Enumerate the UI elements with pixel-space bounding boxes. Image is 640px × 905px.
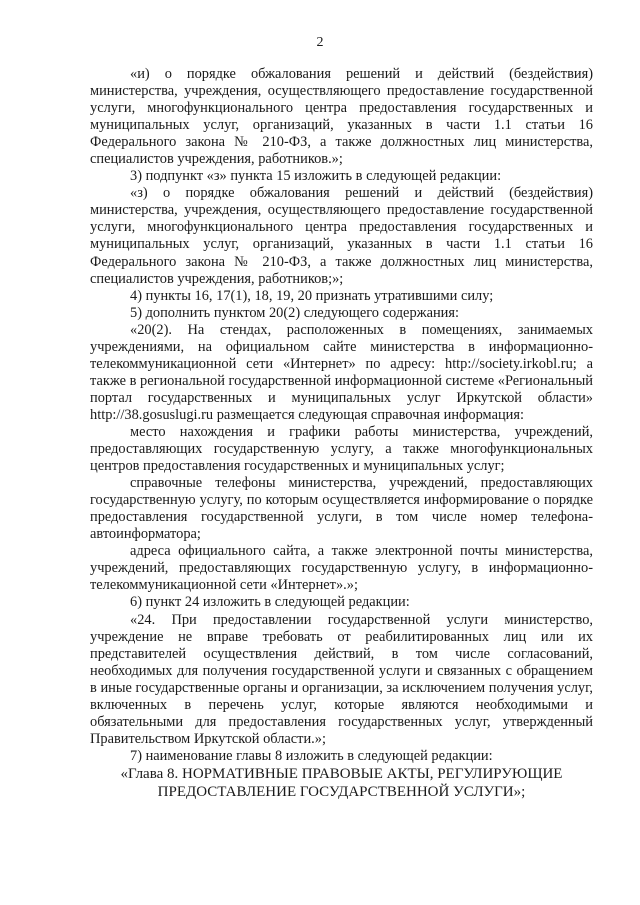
paragraph-location-schedule: место нахождения и графики работы министерства, учреждений, предоставляющих государственную услугу, а также многофункциональных центров предоставления государственных и муниципальных услуг;: [90, 423, 593, 475]
paragraph-point-24: «24. При предоставлении государственной услуги министерство, учреждение не вправе требовать от реабилитированных лиц или их представителей осуществления действий, в том числе согласований, необходимых для получения государственной услуги и связанных с обращением в иные государственные органы и организации, за исключением получения услуг, включенных в перечень услуг, которые являются необходимыми и обязательными для предоставления государственных услуг, утвержденный Правительством Иркутской области.»;: [90, 611, 593, 747]
paragraph-item-3: 3) подпункт «з» пункта 15 изложить в следующей редакции:: [130, 168, 502, 185]
paragraph-clause-i: «и) о порядке обжалования решений и действий (бездействия) министерства, учреждения, осуществляющего предоставление государственной услуги, многофункционального центра предоставления государственных и муниципальных услуг, организаций, указанных в части 1.1 статьи 16 Федерального закона № 210-ФЗ, а также должностных лиц министерства, специалистов учреждения, работников.»;: [90, 66, 593, 168]
paragraph-item-6: 6) пункт 24 изложить в следующей редакции:: [130, 594, 410, 611]
page-number: 2: [316, 35, 324, 50]
paragraph-phones: справочные телефоны министерства, учреждений, предоставляющих государственную услугу, по которым осуществляется информирование о порядке предоставления государственной услуги, в том числе номер телефона-автоинформатора;: [90, 475, 593, 543]
paragraph-point-20-2: «20(2). На стендах, расположенных в помещениях, занимаемых учреждениями, на официальном сайте министерства в информационно-телекоммуникационной сети «Интернет» по адресу: http://society.irkobl.ru; а также в региональной государственной информационной системе «Региональный портал государственных и муниципальных услуг Иркутской области» http://38.gosuslugi.ru размещается следующая справочная информация:: [90, 321, 593, 423]
paragraph-item-5: 5) дополнить пунктом 20(2) следующего содержания:: [130, 304, 459, 321]
paragraph-item-4: 4) пункты 16, 17(1), 18, 19, 20 признать утратившими силу;: [130, 287, 494, 304]
paragraph-addresses: адреса официального сайта, а также электронной почты министерства, учреждений, предоставляющих государственную услугу, в информационно-телекоммуникационной сети «Интернет».»;: [90, 543, 593, 594]
document-body: [90, 66, 593, 801]
paragraph-item-7: 7) наименование главы 8 изложить в следующей редакции:: [130, 747, 493, 764]
paragraph-clause-z: «з) о порядке обжалования решений и действий (бездействия) министерства, учреждения, осуществляющего предоставление государственной услуги, многофункционального центра предоставления государственных и муниципальных услуг, организаций, указанных в части 1.1 статьи 16 Федерального закона № 210-ФЗ, а также должностных лиц министерства, специалистов учреждения, работников;»;: [90, 185, 593, 287]
chapter-8-heading: «Глава 8. НОРМАТИВНЫЕ ПРАВОВЫЕ АКТЫ, РЕГУЛИРУЮЩИЕ ПРЕДОСТАВЛЕНИЕ ГОСУДАРСТВЕННОЙ УСЛУГИ»;: [120, 765, 563, 800]
